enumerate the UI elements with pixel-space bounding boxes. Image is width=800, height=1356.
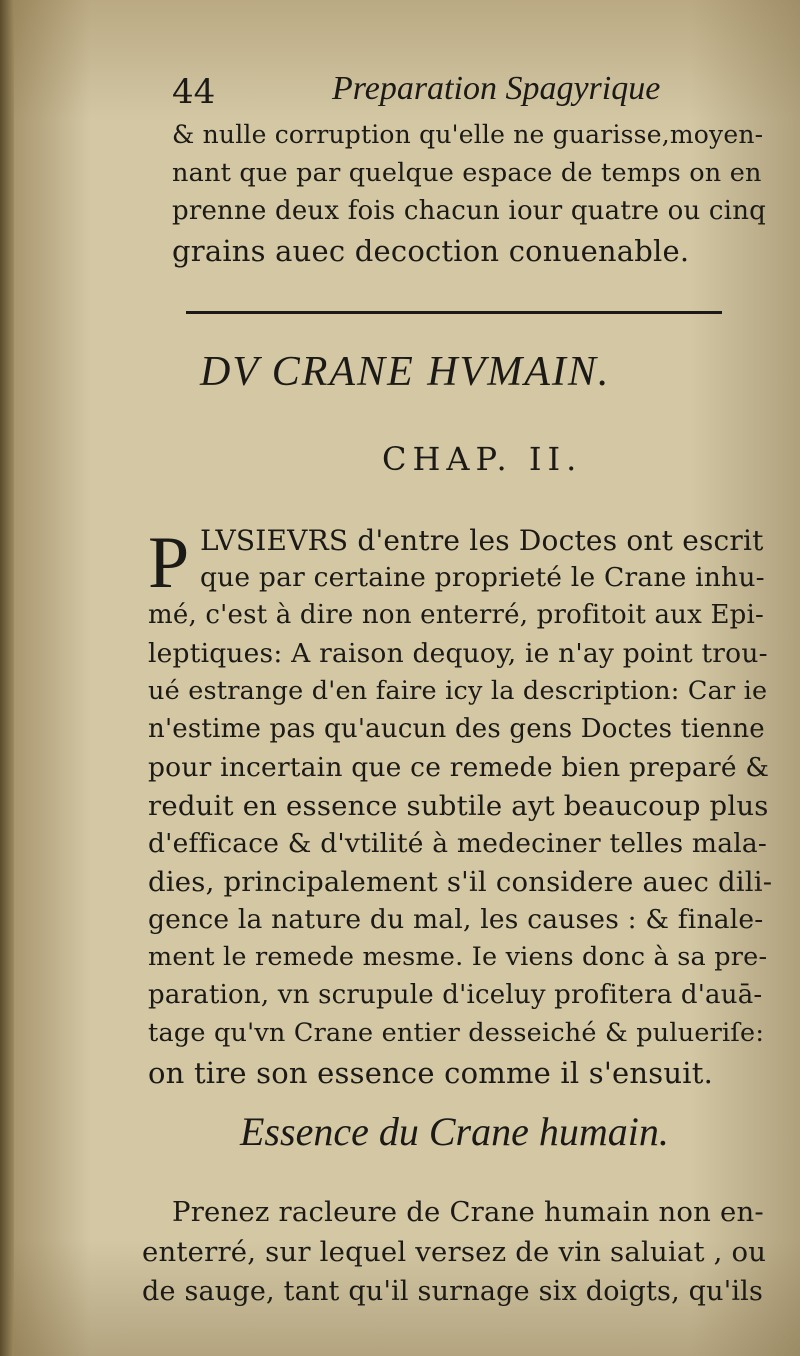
text-line: dies, principalement s'il considere auec dili- <box>148 866 773 898</box>
text-line: pour incertain que ce remede bien preparé & <box>148 752 770 783</box>
text-line: grains auec decoction conuenable. <box>172 234 690 268</box>
text-line: ué estrange d'en faire icy la description: Car ie <box>148 676 768 706</box>
horizontal-rule <box>186 311 722 314</box>
chapter-heading: CHAP. II. <box>382 440 583 478</box>
text-line: n'estime pas qu'aucun des gens Doctes tienne <box>148 714 765 744</box>
text-line: tage qu'vn Crane entier desseiché & pulueriſe: <box>148 1018 765 1048</box>
text-line: enterré, sur lequel versez de vin saluiat , ou <box>142 1236 767 1268</box>
text-line: reduit en essence subtile ayt beaucoup plus <box>148 790 769 822</box>
page-number: 44 <box>172 72 216 112</box>
text-line: mé, c'est à dire non enterré, profitoit aux Epi- <box>148 600 764 630</box>
running-title: Preparation Spagyrique <box>332 70 661 107</box>
page-spine-shadow <box>0 0 14 1356</box>
text-line: leptiques: A raison dequoy, ie n'ay point trou- <box>148 638 768 669</box>
text-line: prenne deux fois chacun iour quatre ou cinq <box>172 196 766 226</box>
running-head <box>172 70 692 116</box>
text-line: que par certaine proprieté le Crane inhu- <box>200 562 765 593</box>
drop-cap: P <box>148 522 190 604</box>
text-line: gence la nature du mal, les causes : & finale- <box>148 904 764 935</box>
text-line: LVSIEVRS d'entre les Doctes ont escrit <box>200 524 764 557</box>
text-line: nant que par quelque espace de temps on en <box>172 158 762 188</box>
text-line: d'efficace & d'vtilité à medeciner telles mala- <box>148 828 768 859</box>
text-line: de sauge, tant qu'il surnage six doigts, qu'ils <box>142 1276 764 1307</box>
section-heading: DV CRANE HVMAIN. <box>200 349 611 395</box>
text-line: Prenez racleure de Crane humain non en- <box>172 1196 764 1228</box>
text-line: & nulle corruption qu'elle ne guarisse,moyen- <box>172 120 764 149</box>
text-line: paration, vn scrupule d'iceluy profitera d'auā- <box>148 980 763 1010</box>
subheading: Essence du Crane humain. <box>240 1109 669 1154</box>
text-line: ment le remede mesme. Ie viens donc à sa pre- <box>148 942 768 972</box>
text-line: on tire son essence comme il s'ensuit. <box>148 1056 714 1090</box>
